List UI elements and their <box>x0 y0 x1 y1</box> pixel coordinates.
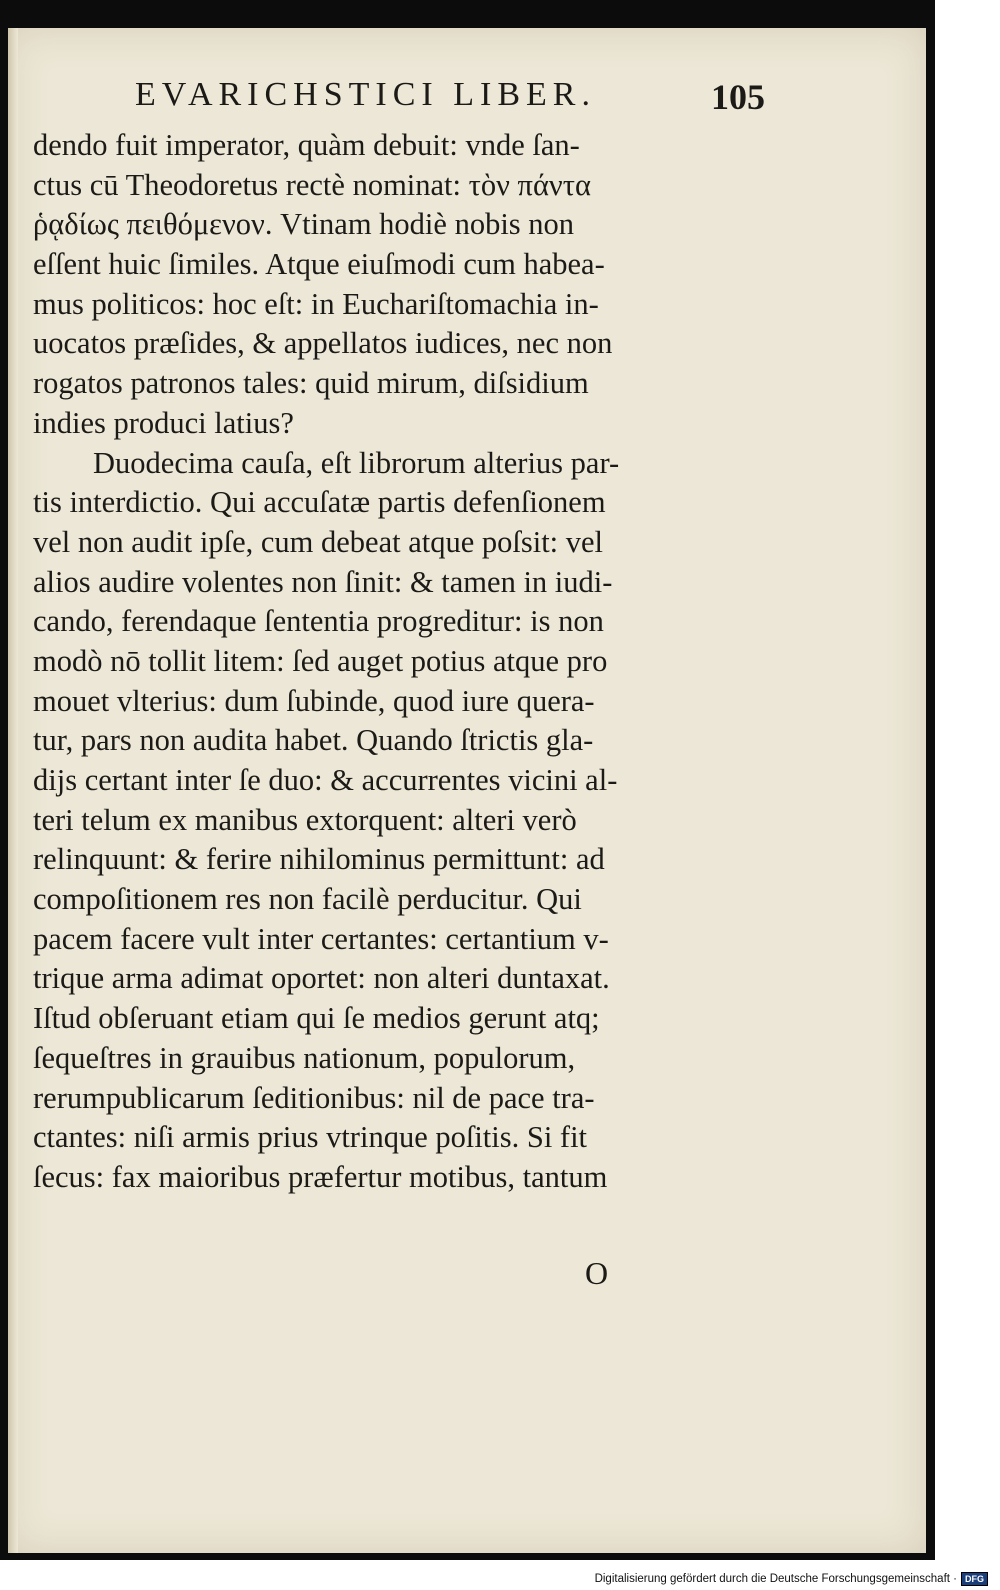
page-header <box>125 76 765 126</box>
text-line: indies produci latius? <box>33 405 294 440</box>
text-line: mus politicos: hoc eſt: in Euchariſtomachia in- <box>33 286 599 321</box>
credit-text: Digitalisierung gefördert durch die Deutsche Forschungsgemeinschaft · <box>594 1573 957 1585</box>
text-line: trique arma adimat oportet: non alteri duntaxat. <box>33 961 610 996</box>
text-line: compoſitionem res non facilè perducitur. Qui <box>33 882 582 917</box>
text-line: mouet vlterius: dum ſubinde, quod iure quera- <box>33 683 595 718</box>
digitization-credit <box>595 1572 988 1586</box>
text-line: alios audire volentes non ſinit: & tamen in iudi- <box>33 564 613 599</box>
running-head: EVARICHSTICI LIBER. <box>135 76 596 113</box>
text-line: ctantes: niſi armis prius vtrinque poſitis. Si fit <box>33 1120 588 1155</box>
text-line: Duodecima cauſa, eſt librorum alterius par- <box>93 445 620 480</box>
page-edge <box>8 28 18 1553</box>
text-line: tur, pars non audita habet. Quando ſtrictis gla- <box>33 723 594 758</box>
text-line: vel non audit ipſe, cum debeat atque poſsit: vel <box>33 524 604 559</box>
text-line: tis interdictio. Qui accuſatæ partis defenſionem <box>33 485 606 520</box>
text-line: uocatos præſides, & appellatos iudices, nec non <box>33 326 613 361</box>
text-line: Iſtud obſeruant etiam qui ſe medios gerunt atq; <box>33 1001 600 1036</box>
text-line: teri telum ex manibus extorquent: alteri verò <box>33 802 577 837</box>
text-line: modò nō tollit litem: ſed auget potius atque pro <box>33 643 608 678</box>
text-line: ſequeſtres in grauibus nationum, populorum, <box>33 1040 576 1075</box>
body-text <box>33 126 733 1198</box>
text-line: cando, ferendaque ſententia progreditur: is non <box>33 604 604 639</box>
text-line: ctus cū Theodoretus rectè nominat: τὸν πάντα <box>33 167 591 202</box>
text-line: rerumpublicarum ſeditionibus: nil de pace tra- <box>33 1080 595 1115</box>
text-line: eſſent huic ſimiles. Atque eiuſmodi cum habea- <box>33 247 605 282</box>
dfg-logo-icon: DFG <box>961 1572 988 1586</box>
catchword: O <box>585 1255 609 1291</box>
text-line: dendo fuit imperator, quàm debuit: vnde ſan- <box>33 128 580 162</box>
text-line: relinquunt: & ferire nihilominus permittunt: ad <box>33 842 605 877</box>
text-line: rogatos patronos tales: quid mirum, diſsidium <box>33 366 589 401</box>
page-number: 105 <box>711 77 765 117</box>
text-line: ῥᾳδίως πειθόμενον. Vtinam hodiè nobis non <box>33 207 575 242</box>
text-line: dijs certant inter ſe duo: & accurrentes vicini al- <box>33 763 618 797</box>
text-line: ſecus: fax maioribus præfertur motibus, tantum <box>33 1159 608 1194</box>
text-line: pacem facere vult inter certantes: certantium v- <box>33 921 609 956</box>
